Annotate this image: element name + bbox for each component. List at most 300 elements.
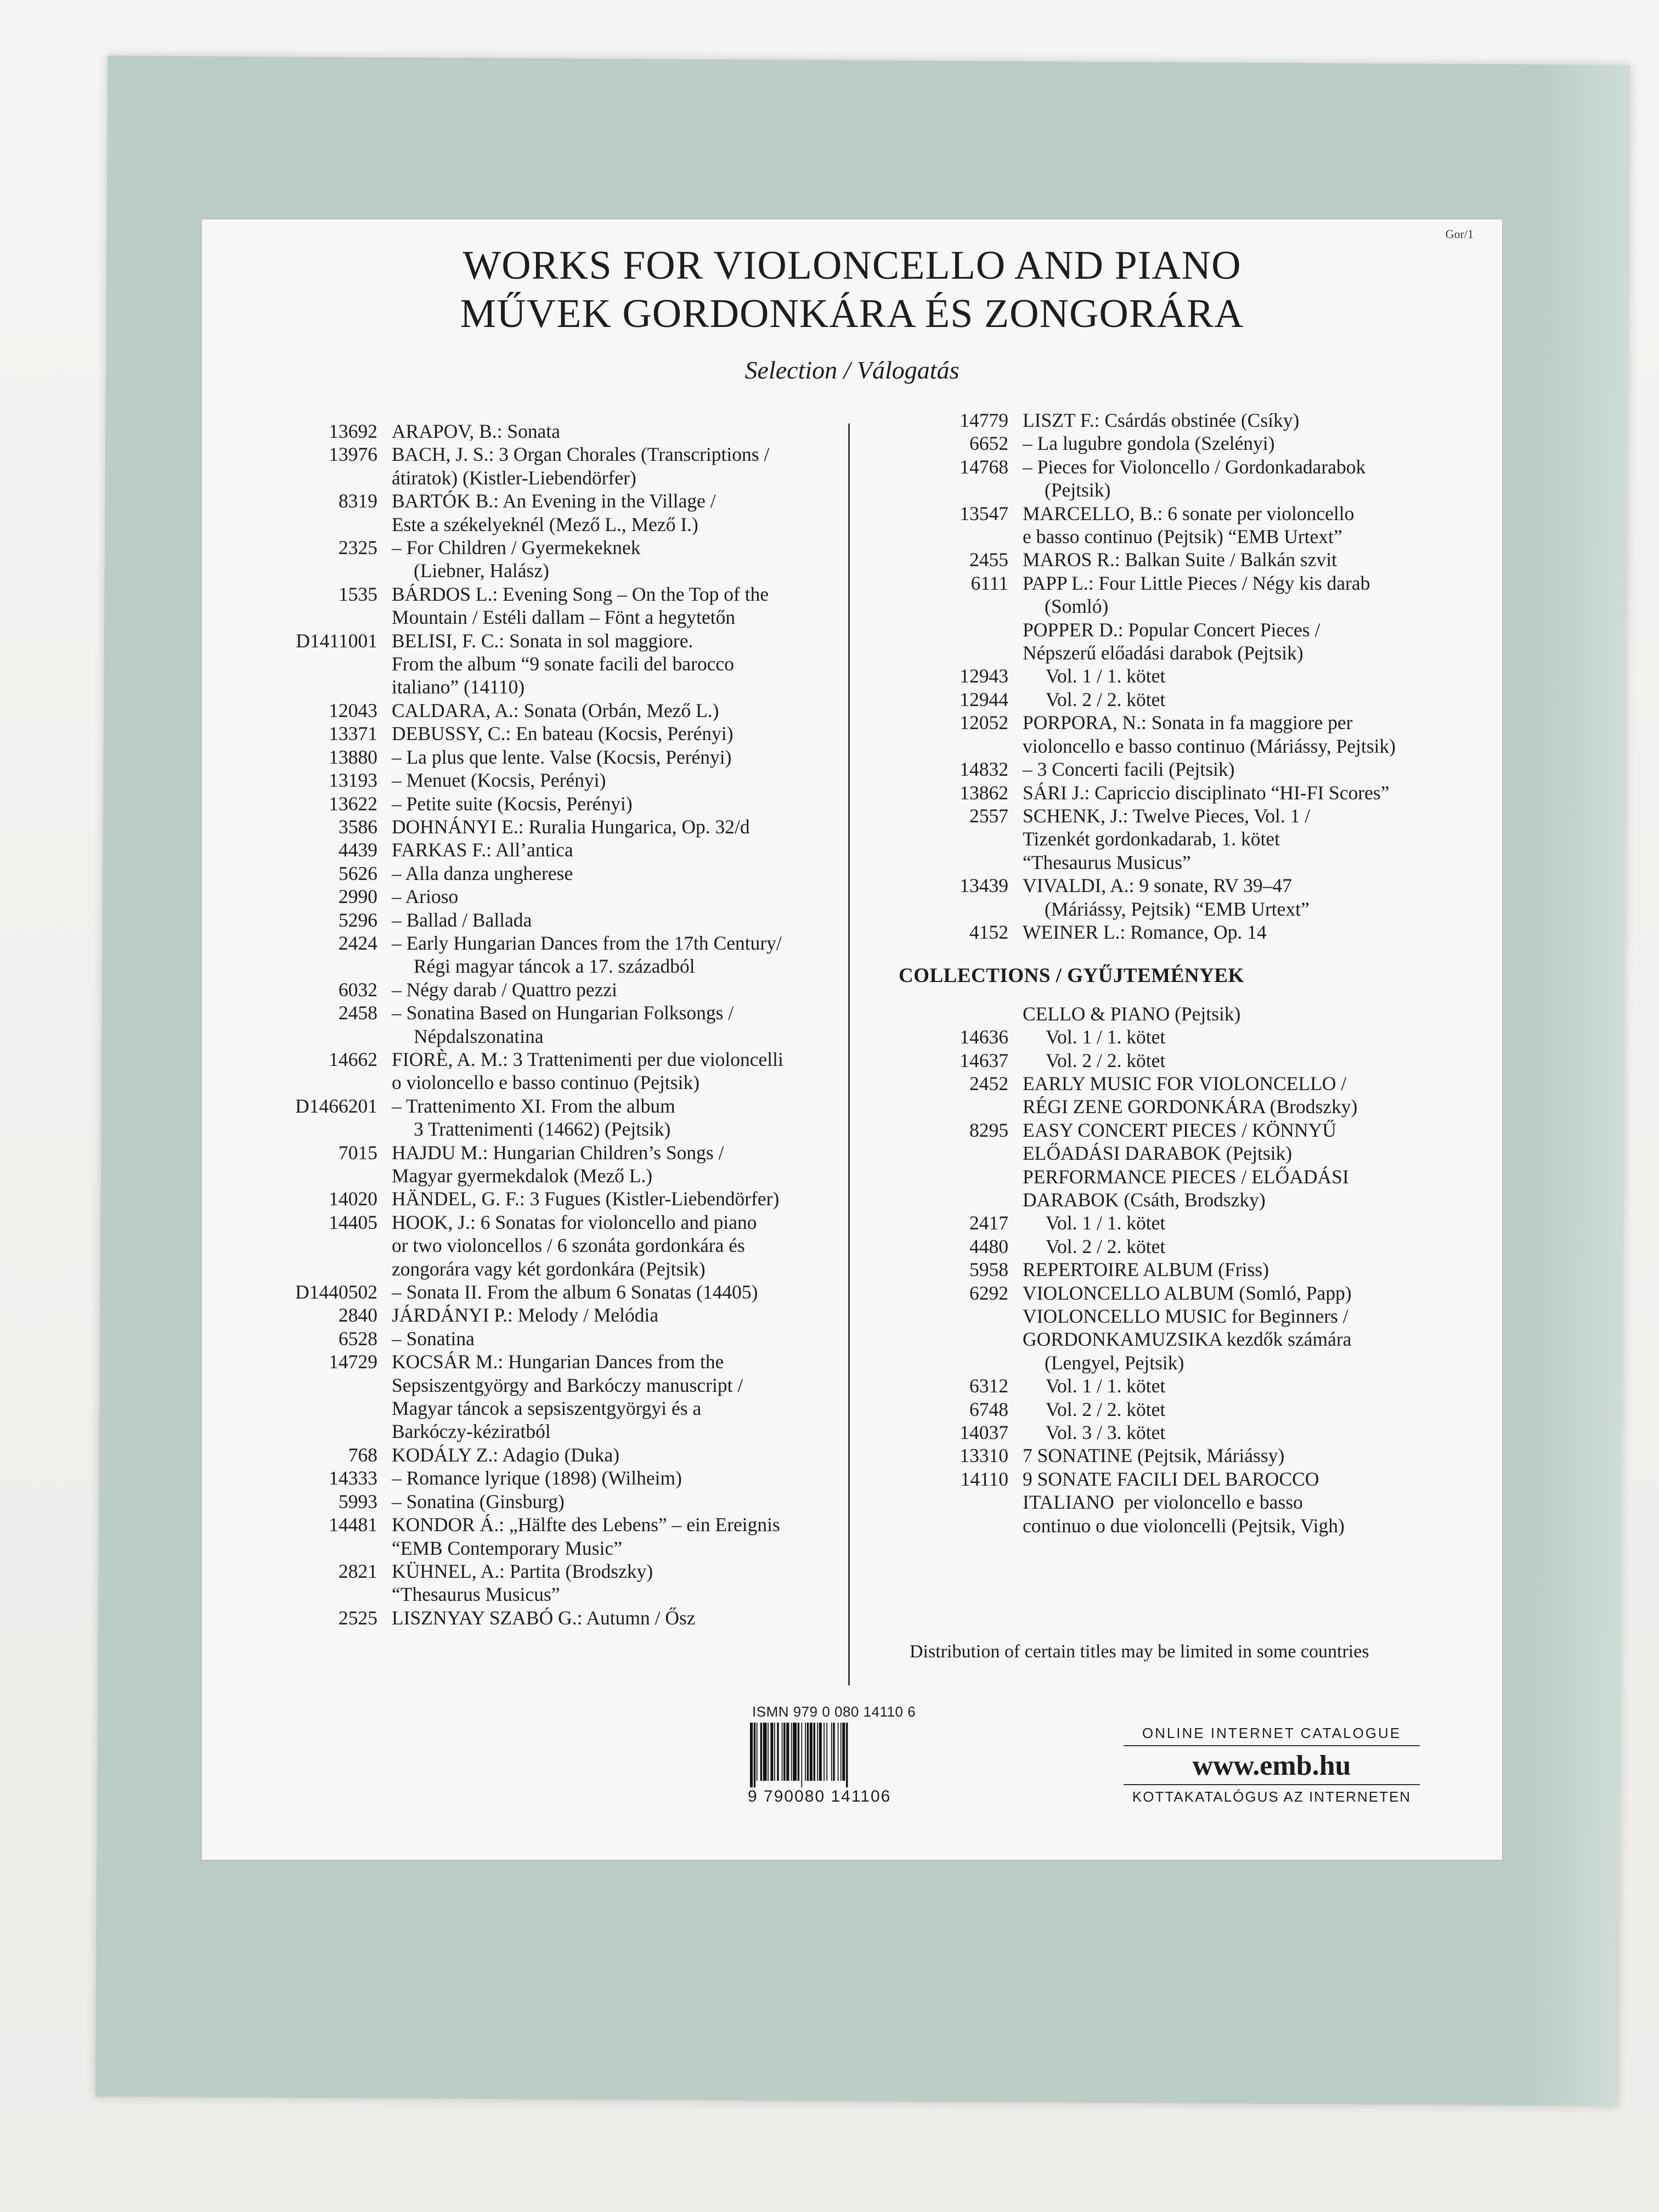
- entry-text: [1008, 1025, 1497, 1048]
- entry-line: HAJDU M.: Hungarian Children’s Songs /: [392, 1141, 724, 1164]
- catalogue-number: 6652: [969, 432, 1008, 455]
- catalogue-number: 13310: [960, 1444, 1008, 1467]
- entry-text: [1008, 1374, 1497, 1397]
- entry-text: [377, 583, 838, 629]
- entry-line: átiratok) (Kistler-Liebendörfer): [392, 466, 636, 489]
- entry-text: [377, 862, 838, 885]
- catalogue-number: 13439: [960, 874, 1008, 897]
- catalogue-entry: [202, 1094, 838, 1141]
- catalogue-entry: [899, 1049, 1497, 1072]
- entry-line: MAROS R.: Balkan Suite / Balkán szvit: [1023, 549, 1337, 571]
- catalogue-number: 14481: [329, 1514, 377, 1536]
- catalogue-bottom-label: KOTTAKATALÓGUS AZ INTERNETEN: [1132, 1788, 1412, 1805]
- entry-line: Tizenkét gordonkadarab, 1. kötet: [1023, 828, 1280, 850]
- entry-text: [377, 1048, 838, 1094]
- entry-line: CELLO & PIANO (Pejtsik): [1023, 1002, 1241, 1025]
- entry-line: KODÁLY Z.: Adagio (Duka): [392, 1443, 620, 1466]
- left-works-list: [202, 420, 838, 1629]
- catalogue-number: 4480: [969, 1235, 1008, 1257]
- entry-line: Barkóczy-kéziratból: [392, 1420, 551, 1443]
- catalogue-entry: [202, 1443, 838, 1466]
- barcode-bar: [760, 1723, 762, 1781]
- barcode-bar: [807, 1723, 809, 1781]
- entry-text: [1008, 432, 1497, 455]
- barcode-block: [748, 1703, 945, 1806]
- entry-text: [1008, 1049, 1497, 1072]
- catalogue-entry: [202, 536, 838, 583]
- catalogue-entry: [899, 502, 1497, 549]
- entry-line: italiano” (14110): [392, 676, 525, 698]
- entry-line: JÁRDÁNYI P.: Melody / Melódia: [392, 1304, 659, 1327]
- entry-line: zongorára vagy két gordonkára (Pejtsik): [392, 1257, 706, 1280]
- entry-line: – 3 Concerti facili (Pejtsik): [1023, 758, 1235, 781]
- entry-line: DOHNÁNYI E.: Ruralia Hungarica, Op. 32/d: [392, 815, 750, 838]
- catalogue-number: 6111: [970, 572, 1008, 594]
- entry-line: Vol. 1 / 1. kötet: [1046, 1026, 1166, 1048]
- title-hungarian: MŰVEK GORDONKÁRA ÉS ZONGORÁRA: [460, 291, 1244, 336]
- entry-line: MARCELLO, B.: 6 sonate per violoncello: [1023, 502, 1355, 524]
- catalogue-entry: [899, 618, 1497, 665]
- entry-text: [1008, 1282, 1497, 1305]
- catalogue-entry: [202, 1211, 838, 1280]
- entry-text: [1008, 874, 1497, 921]
- entry-text: [1008, 664, 1497, 687]
- catalogue-url-link[interactable]: www.emb.hu: [1124, 1746, 1420, 1785]
- catalogue-entry: [899, 1305, 1497, 1374]
- entry-text: [377, 1280, 838, 1304]
- catalogue-entry: [899, 432, 1497, 455]
- catalogue-entry: [899, 1468, 1497, 1537]
- entry-line: BACH, J. S.: 3 Organ Chorales (Transcriptions /: [392, 443, 770, 466]
- entry-line: – Petite suite (Kocsis, Perényi): [392, 792, 633, 815]
- catalogue-number: 5993: [338, 1490, 377, 1513]
- barcode-bar: [810, 1723, 812, 1781]
- barcode-bar: [823, 1723, 825, 1781]
- entry-text: [1008, 618, 1497, 665]
- entry-line: “EMB Contemporary Music”: [392, 1537, 623, 1559]
- catalogue-entry: [202, 885, 838, 908]
- entry-line: REPERTOIRE ALBUM (Friss): [1023, 1259, 1269, 1281]
- entry-text: [377, 746, 838, 769]
- catalogue-number: 6748: [969, 1398, 1008, 1420]
- catalogue-entry: [899, 548, 1497, 571]
- cover-edge-shade: [1530, 65, 1630, 2106]
- entry-line: “Thesaurus Musicus”: [1023, 851, 1191, 873]
- entry-line: Népdalszonatina: [414, 1025, 544, 1047]
- entry-line: PORPORA, N.: Sonata in fa maggiore per: [1023, 712, 1353, 734]
- catalogue-number: 14662: [329, 1048, 377, 1070]
- catalogue-number: 13976: [329, 443, 377, 466]
- entry-text: [377, 536, 838, 583]
- catalogue-entry: [899, 1421, 1497, 1444]
- catalogue-number: 2525: [338, 1606, 377, 1629]
- catalogue-entry: [202, 1466, 838, 1489]
- entry-line: (Pejtsik): [1045, 479, 1111, 501]
- catalogue-number: 14636: [960, 1026, 1008, 1048]
- catalogue-number: 6312: [969, 1375, 1008, 1397]
- catalogue-entry: [202, 1490, 838, 1513]
- barcode-bar: [838, 1723, 839, 1781]
- title-english: WORKS FOR VIOLONCELLO AND PIANO: [462, 243, 1242, 288]
- catalogue-number: 2455: [969, 549, 1008, 571]
- entry-text: [377, 909, 838, 932]
- barcode-bar: [791, 1723, 792, 1781]
- entry-line: KÜHNEL, A.: Partita (Brodszky): [392, 1560, 653, 1582]
- catalogue-entry: [899, 572, 1497, 618]
- entry-line: FIORÈ, A. M.: 3 Trattenimenti per due violoncelli: [392, 1048, 783, 1070]
- barcode-bar: [757, 1723, 758, 1781]
- entry-line: Vol. 1 / 1. kötet: [1046, 665, 1166, 687]
- catalogue-number: 2557: [969, 804, 1008, 827]
- barcode-bar: [783, 1723, 785, 1781]
- entry-text: [1008, 1421, 1497, 1444]
- catalogue-number: 13692: [329, 420, 377, 442]
- right-column: [899, 409, 1497, 1537]
- catalogue-entry: [202, 443, 838, 489]
- entry-text: [377, 769, 838, 792]
- entry-line: CALDARA, A.: Sonata (Orbán, Mező L.): [392, 699, 719, 721]
- barcode-bar: [842, 1723, 845, 1781]
- catalogue-entry: [202, 583, 838, 629]
- entry-line: DEBUSSY, C.: En bateau (Kocsis, Perényi): [392, 723, 733, 745]
- catalogue-entry: [899, 921, 1497, 944]
- catalogue-number: 12944: [960, 688, 1008, 710]
- catalogue-number: 4152: [969, 921, 1008, 943]
- catalogue-entry: [202, 746, 838, 769]
- catalogue-number: 14832: [960, 758, 1008, 781]
- entry-line: EARLY MUSIC FOR VIOLONCELLO /: [1023, 1072, 1347, 1094]
- entry-line: PAPP L.: Four Little Pieces / Négy kis darab: [1023, 572, 1370, 594]
- entry-line: VIOLONCELLO ALBUM (Somló, Papp): [1023, 1282, 1352, 1304]
- entry-line: BARTÓK B.: An Evening in the Village /: [392, 490, 716, 512]
- entry-text: [377, 1187, 838, 1210]
- entry-line: – La lugubre gondola (Szelényi): [1023, 432, 1275, 455]
- catalogue-entry: [202, 489, 838, 536]
- entry-text: [377, 1513, 838, 1560]
- barcode-bar: [802, 1723, 803, 1787]
- barcode-bar: [768, 1723, 769, 1781]
- entry-line: o violoncello e basso continuo (Pejtsik): [392, 1071, 700, 1094]
- catalogue-entry: [899, 1165, 1497, 1212]
- entry-text: [377, 489, 838, 536]
- entry-line: – Pieces for Violoncello / Gordonkadarabok: [1023, 455, 1366, 478]
- entry-line: FARKAS F.: All’antica: [392, 839, 573, 861]
- entry-line: Vol. 2 / 2. kötet: [1046, 1235, 1166, 1257]
- entry-line: – La plus que lente. Valse (Kocsis, Perényi): [392, 746, 732, 768]
- catalogue-number: 8319: [338, 490, 377, 512]
- catalogue-top-label: ONLINE INTERNET CATALOGUE: [1124, 1725, 1420, 1746]
- catalogue-number: 2840: [338, 1304, 377, 1327]
- entry-line: – Trattenimento XI. From the album: [392, 1094, 675, 1117]
- entry-text: [377, 815, 838, 838]
- catalogue-sheet: [202, 219, 1502, 1860]
- catalogue-entry: [202, 420, 838, 443]
- entry-line: – For Children / Gyermekeknek: [392, 537, 641, 559]
- entry-text: [1008, 1398, 1497, 1421]
- catalogue-number: 5296: [338, 909, 377, 931]
- entry-text: [377, 1327, 838, 1350]
- barcode-bar: [798, 1723, 799, 1781]
- catalogue-entry: [202, 1048, 838, 1094]
- entry-line: – Ballad / Ballada: [392, 909, 532, 931]
- catalogue-number: 14637: [960, 1049, 1008, 1071]
- entry-line: continuo o due violoncelli (Pejtsik, Vigh): [1023, 1514, 1345, 1537]
- entry-text: [377, 1606, 838, 1629]
- catalogue-number: 2424: [338, 932, 377, 954]
- catalogue-code: Gor/1: [1445, 227, 1474, 241]
- entry-line: – Arioso: [392, 885, 459, 908]
- catalogue-number: 14110: [960, 1468, 1008, 1490]
- entry-line: LISZT F.: Csárdás obstinée (Csíky): [1023, 409, 1300, 431]
- entry-text: [1008, 688, 1497, 711]
- barcode-bar: [814, 1723, 815, 1781]
- entry-line: Vol. 2 / 2. kötet: [1046, 688, 1166, 710]
- entry-text: [377, 1490, 838, 1513]
- entry-line: – Alla danza ungherese: [392, 862, 573, 884]
- entry-line: KONDOR Á.: „Hälfte des Lebens” – ein Ereignis: [392, 1514, 780, 1536]
- catalogue-number: 14333: [329, 1467, 377, 1489]
- entry-text: [377, 1001, 838, 1048]
- catalogue-entry: [202, 1141, 838, 1188]
- barcode-bar: [846, 1723, 848, 1787]
- catalogue-entry: [899, 1002, 1497, 1025]
- catalogue-number: 7015: [338, 1141, 377, 1164]
- catalogue-number: 5626: [338, 862, 377, 884]
- barcode-bar: [805, 1723, 806, 1781]
- entry-line: 7 SONATINE (Pejtsik, Máriássy): [1023, 1444, 1285, 1467]
- catalogue-number: 13547: [960, 502, 1008, 524]
- catalogue-entry: [899, 804, 1497, 874]
- catalogue-entry: [899, 1398, 1497, 1421]
- entry-line: (Lengyel, Pejtsik): [1045, 1351, 1184, 1374]
- entry-line: SÁRI J.: Capriccio disciplinato “HI-FI Scores”: [1023, 781, 1390, 804]
- catalogue-number: 12052: [960, 712, 1008, 734]
- entry-line: ITALIANO per violoncello e basso: [1023, 1491, 1303, 1514]
- entry-line: e basso continuo (Pejtsik) “EMB Urtext”: [1023, 526, 1342, 548]
- entry-line: – Sonatina: [392, 1327, 475, 1350]
- entry-text: [1008, 572, 1497, 618]
- catalogue-number: 3586: [338, 815, 377, 838]
- barcode-image: [748, 1723, 934, 1788]
- catalogue-entry: [202, 909, 838, 932]
- entry-text: [377, 1304, 838, 1327]
- entry-line: Régi magyar táncok a 17. századból: [414, 955, 695, 978]
- catalogue-entry: [899, 1211, 1497, 1234]
- barcode-bar: [831, 1723, 832, 1781]
- entry-text: [377, 629, 838, 699]
- entry-text: [1008, 1002, 1497, 1025]
- entry-line: – Sonatina (Ginsburg): [392, 1490, 565, 1513]
- entry-line: Sepsiszentgyörgy and Barkóczy manuscript /: [392, 1374, 743, 1396]
- entry-line: EASY CONCERT PIECES / KÖNNYŰ: [1023, 1119, 1336, 1141]
- catalogue-entry: [899, 664, 1497, 687]
- entry-text: [1008, 781, 1497, 804]
- online-catalogue: [1124, 1725, 1420, 1805]
- barcode-bar: [793, 1723, 797, 1781]
- entry-line: BELISI, F. C.: Sonata in sol maggiore.: [392, 629, 693, 652]
- catalogue-entry: [899, 1119, 1497, 1165]
- entry-line: RÉGI ZENE GORDONKÁRA (Brodszky): [1023, 1096, 1358, 1118]
- entry-line: SCHENK, J.: Twelve Pieces, Vol. 1 /: [1023, 804, 1311, 827]
- barcode-bar: [817, 1723, 818, 1781]
- entry-line: Mountain / Estéli dallam – Fönt a hegytetőn: [392, 606, 736, 629]
- catalogue-number: D1466201: [295, 1094, 377, 1117]
- entry-line: – Early Hungarian Dances from the 17th Century/: [392, 932, 782, 954]
- entry-line: “Thesaurus Musicus”: [392, 1583, 560, 1606]
- entry-line: – Romance lyrique (1898) (Wilheim): [392, 1467, 682, 1489]
- entry-text: [377, 885, 838, 908]
- entry-line: ARAPOV, B.: Sonata: [392, 420, 561, 442]
- entry-text: [377, 699, 838, 722]
- catalogue-entry: [899, 1258, 1497, 1281]
- catalogue-number: 768: [348, 1443, 377, 1466]
- entry-text: [377, 932, 838, 978]
- entry-line: DARABOK (Csáth, Brodszky): [1023, 1189, 1266, 1211]
- catalogue-number: 4439: [338, 839, 377, 861]
- catalogue-entry: [899, 455, 1497, 502]
- catalogue-number: 13862: [960, 781, 1008, 804]
- catalogue-entry: [202, 978, 838, 1001]
- entry-line: (Somló): [1045, 595, 1109, 618]
- catalogue-number: 6528: [338, 1327, 377, 1350]
- catalogue-number: 5958: [969, 1259, 1008, 1281]
- entry-line: Vol. 3 / 3. kötet: [1046, 1421, 1166, 1444]
- entry-line: GORDONKAMUZSIKA kezdők számára: [1023, 1328, 1352, 1351]
- catalogue-entry: [202, 1304, 838, 1327]
- catalogue-number: 2458: [338, 1002, 377, 1024]
- entry-line: Este a székelyeknél (Mező L., Mező I.): [392, 513, 698, 535]
- entry-text: [1008, 409, 1497, 432]
- catalogue-number: D1411001: [296, 629, 377, 652]
- catalogue-entry: [202, 1187, 838, 1210]
- catalogue-entry: [202, 1560, 838, 1606]
- entry-text: [377, 1560, 838, 1606]
- entry-line: LISZNYAY SZABÓ G.: Autumn / Ősz: [392, 1606, 696, 1629]
- barcode-bar: [782, 1723, 783, 1781]
- entry-text: [377, 1466, 838, 1489]
- catalogue-entry: [202, 1350, 838, 1443]
- entry-line: VIOLONCELLO MUSIC for Beginners /: [1023, 1305, 1348, 1328]
- catalogue-entry: [899, 1444, 1497, 1467]
- catalogue-number: 12943: [960, 665, 1008, 687]
- barcode-bar: [833, 1723, 834, 1781]
- barcode-bar: [774, 1723, 775, 1781]
- entry-text: [1008, 1305, 1497, 1374]
- entry-line: VIVALDI, A.: 9 sonate, RV 39–47: [1023, 874, 1292, 897]
- catalogue-entry: [899, 1072, 1497, 1119]
- catalogue-entry: [202, 1513, 838, 1560]
- collections-heading: COLLECTIONS / GYŰJTEMÉNYEK: [899, 964, 1244, 988]
- entry-line: (Máriássy, Pejtsik) “EMB Urtext”: [1045, 898, 1310, 920]
- right-works-list: [899, 409, 1497, 944]
- catalogue-entry: [202, 792, 838, 815]
- catalogue-entry: [899, 1025, 1497, 1048]
- catalogue-entry: [202, 1280, 838, 1304]
- catalogue-number: 2990: [338, 885, 377, 908]
- entry-text: [1008, 804, 1497, 874]
- entry-text: [1008, 711, 1497, 758]
- distribution-note: Distribution of certain titles may be limited in some countries: [910, 1641, 1369, 1662]
- entry-text: [1008, 1235, 1497, 1258]
- entry-text: [1008, 1165, 1497, 1212]
- entry-line: Magyar táncok a sepsiszentgyörgyi és a: [392, 1397, 702, 1420]
- entry-line: – Sonatina Based on Hungarian Folksongs /: [392, 1002, 734, 1024]
- catalogue-number: 6032: [338, 978, 377, 1001]
- barcode-bar: [786, 1723, 789, 1781]
- entry-text: [377, 1443, 838, 1466]
- entry-text: [1008, 758, 1497, 781]
- catalogue-number: 13193: [329, 769, 377, 792]
- barcode-bar: [754, 1723, 755, 1787]
- entry-line: Vol. 1 / 1. kötet: [1046, 1375, 1166, 1397]
- entry-text: [1008, 1258, 1497, 1281]
- collections-list: [899, 1002, 1497, 1537]
- catalogue-entry: [899, 1374, 1497, 1397]
- entry-text: [1008, 502, 1497, 549]
- catalogue-entry: [202, 629, 838, 699]
- column-divider: [848, 424, 850, 1685]
- catalogue-number: 13880: [329, 746, 377, 768]
- entry-line: 9 SONATE FACILI DEL BAROCCO: [1023, 1468, 1319, 1490]
- entry-line: Vol. 2 / 2. kötet: [1046, 1049, 1166, 1071]
- entry-line: Vol. 1 / 1. kötet: [1046, 1212, 1166, 1234]
- entry-line: KOCSÁR M.: Hungarian Dances from the: [392, 1351, 724, 1373]
- catalogue-number: 13622: [329, 792, 377, 815]
- entry-line: Magyar gyermekdalok (Mező L.): [392, 1165, 653, 1187]
- entry-line: WEINER L.: Romance, Op. 14: [1023, 921, 1267, 943]
- catalogue-entry: [899, 758, 1497, 781]
- ismn-label: ISMN 979 0 080 14110 6: [752, 1703, 916, 1720]
- entry-line: – Négy darab / Quattro pezzi: [392, 978, 618, 1001]
- catalogue-entry: [202, 1327, 838, 1350]
- catalogue-number: D1440502: [295, 1281, 377, 1304]
- entry-text: [1008, 1211, 1497, 1234]
- catalogue-number: 2821: [338, 1560, 377, 1582]
- entry-line: – Sonata II. From the album 6 Sonatas (14405): [392, 1281, 758, 1304]
- barcode-bar: [770, 1723, 773, 1781]
- entry-line: HOOK, J.: 6 Sonatas for violoncello and piano: [392, 1211, 757, 1233]
- catalogue-entry: [899, 711, 1497, 758]
- entry-text: [1008, 1468, 1497, 1537]
- entry-text: [1008, 548, 1497, 571]
- catalogue-entry: [202, 838, 838, 861]
- catalogue-entry: [202, 932, 838, 978]
- catalogue-entry: [202, 699, 838, 722]
- entry-line: Népszerű előadási darabok (Pejtsik): [1023, 642, 1304, 664]
- entry-text: [377, 443, 838, 489]
- entry-text: [377, 420, 838, 443]
- catalogue-number: 14768: [960, 455, 1008, 478]
- catalogue-entry: [899, 781, 1497, 804]
- catalogue-number: 14729: [329, 1351, 377, 1373]
- entry-line: POPPER D.: Popular Concert Pieces /: [1023, 618, 1321, 641]
- catalogue-entry: [899, 688, 1497, 711]
- entry-text: [377, 1350, 838, 1443]
- catalogue-number: 14779: [960, 409, 1008, 431]
- catalogue-number: 8295: [969, 1119, 1008, 1141]
- catalogue-entry: [899, 1282, 1497, 1305]
- entry-line: BÁRDOS L.: Evening Song – On the Top of the: [392, 583, 769, 605]
- barcode-bar: [826, 1723, 827, 1781]
- entry-line: HÄNDEL, G. F.: 3 Fugues (Kistler-Liebendörfer): [392, 1188, 780, 1210]
- entry-text: [377, 792, 838, 815]
- barcode-bar: [750, 1723, 753, 1787]
- catalogue-number: 2325: [338, 537, 377, 559]
- catalogue-number: 2452: [969, 1072, 1008, 1094]
- catalogue-number: 6292: [969, 1282, 1008, 1304]
- subtitle: Selection / Válogatás: [744, 356, 960, 384]
- catalogue-number: 14020: [329, 1188, 377, 1210]
